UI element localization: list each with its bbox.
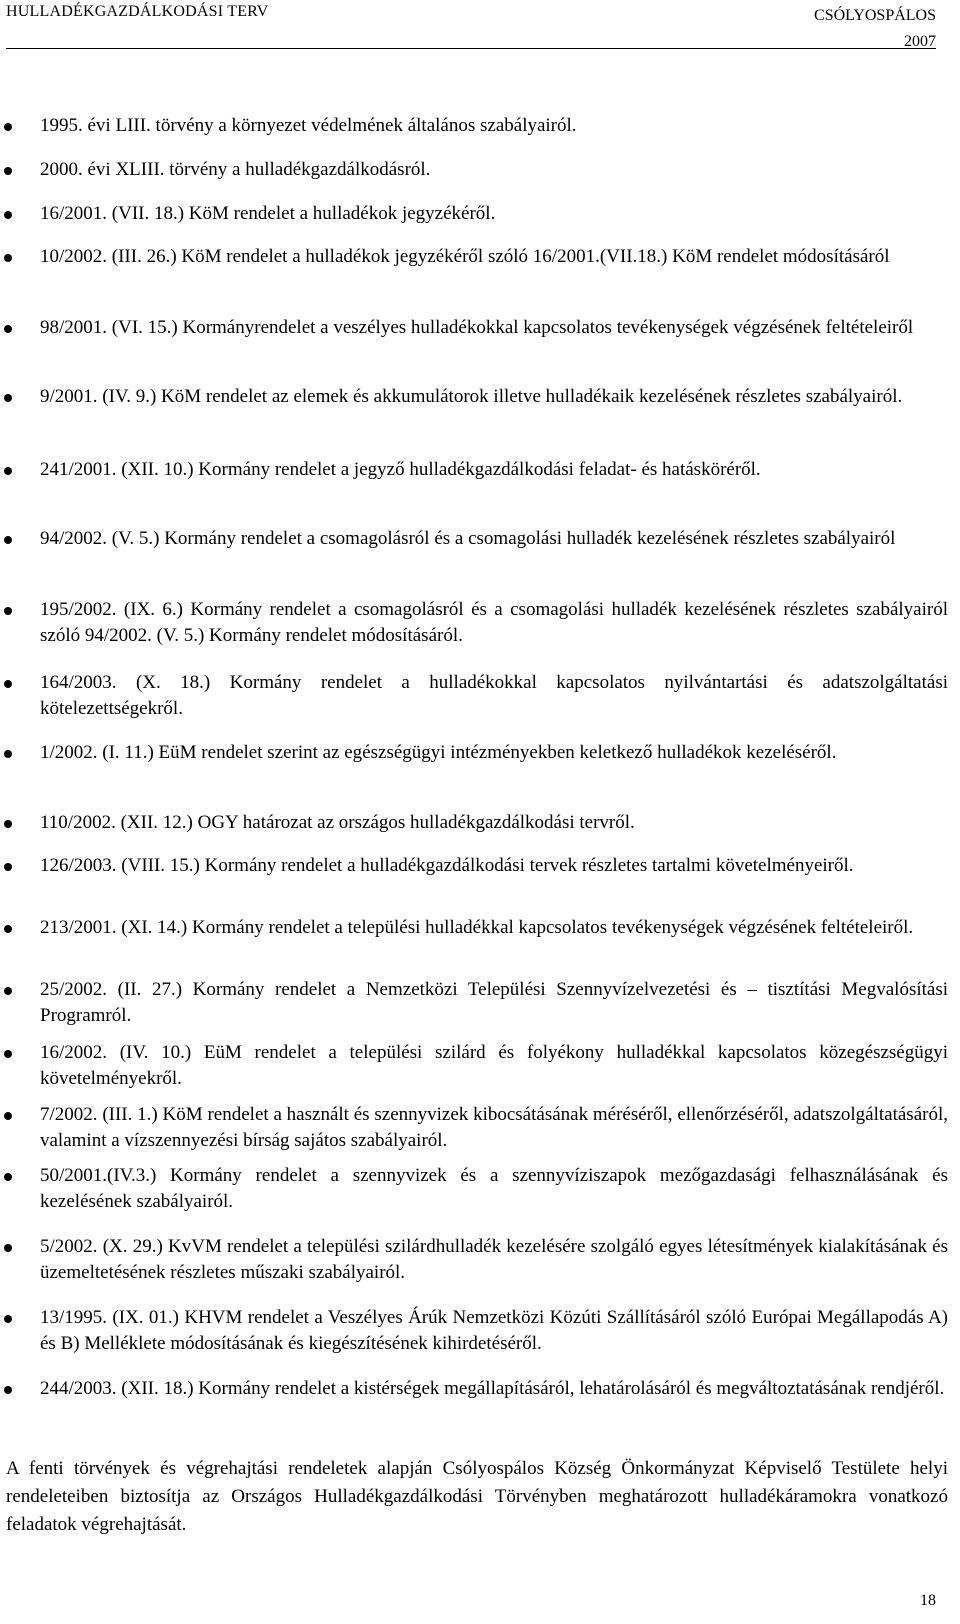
bullet-icon xyxy=(4,680,12,688)
list-item xyxy=(40,315,948,341)
list-item-text: 244/2003. (XII. 18.) Kormány rendelet a kistérségek megállapításáról, lehatárolásáról és megváltoztatásának rendjéről. xyxy=(40,1378,945,1399)
bullet-icon xyxy=(4,607,12,615)
list-item xyxy=(40,1163,948,1215)
bullet-icon xyxy=(4,1050,12,1058)
list-item-text: 1995. évi LIII. törvény a környezet védelmének általános szabályairól. xyxy=(40,115,577,136)
list-item xyxy=(40,810,948,836)
list-item-text: 25/2002. (II. 27.) Kormány rendelet a Nemzetközi Települési Szennyvízelvezetési és – tisztítási Megvalósítási Programról. xyxy=(40,979,948,1026)
list-item-text: 5/2002. (X. 29.) KvVM rendelet a települési szilárdhulladék kezelésére szolgáló egyes létesítmények kialakításának és üzemeltetésének részletes műszaki szabályairól. xyxy=(40,1236,948,1283)
list-item xyxy=(40,1102,948,1154)
list-item-text: 16/2002. (IV. 10.) EüM rendelet a települési szilárd és folyékony hulladékkal kapcsolatos közegészségügyi követelményekről. xyxy=(40,1042,948,1089)
list-item xyxy=(40,526,948,552)
list-item-text: 94/2002. (V. 5.) Kormány rendelet a csomagolásról és a csomagolási hulladék kezelésének részletes szabályairól xyxy=(40,528,896,549)
municipality-name: CSÓLYOSPÁLOS xyxy=(814,7,936,24)
bullet-icon xyxy=(4,467,12,475)
list-item-text: 13/1995. (IX. 01.) KHVM rendelet a Veszélyes Árúk Nemzetközi Közúti Szállításáról szóló Európai Megállapodás A) és B) Melléklete módosításának és kiegészítésének kihirdetéséről. xyxy=(40,1307,948,1354)
list-item xyxy=(40,1040,948,1092)
list-item xyxy=(40,384,948,410)
closing-paragraph: A fenti törvények és végrehajtási rendeletek alapján Csólyospálos Község Önkormányzat Képviselő Testülete helyi rendeleteiben biztosítja az Országos Hulladékgazdálkodási Törvényben meghatározott hulladékáramokra vonatkozó feladatok végrehajtását. xyxy=(6,1458,948,1535)
bullet-icon xyxy=(4,1315,12,1323)
list-item-text: 50/2001.(IV.3.) Kormány rendelet a szennyvizek és a szennyvíziszapok mezőgazdasági felhasználásának és kezelésének szabályairól. xyxy=(40,1165,948,1212)
list-item xyxy=(40,244,948,270)
list-item xyxy=(40,1305,948,1357)
bullet-icon xyxy=(4,394,12,402)
list-item-text: 98/2001. (VI. 15.) Kormányrendelet a veszélyes hulladékokkal kapcsolatos tevékenységek végzésének feltételeiről xyxy=(40,317,914,338)
list-item-text: 7/2002. (III. 1.) KöM rendelet a használt és szennyvizek kibocsátásának méréséről, ellenőrzéséről, adatszolgáltatásáról, valamint a vízszennyezési bírság sajátos szabályairól. xyxy=(40,1104,948,1151)
list-item xyxy=(40,457,948,483)
bullet-icon xyxy=(4,925,12,933)
header-rule xyxy=(6,48,936,49)
list-item-text: 241/2001. (XII. 10.) Kormány rendelet a jegyző hulladékgazdálkodási feladat- és hatásköréről. xyxy=(40,459,761,480)
bullet-icon xyxy=(4,536,12,544)
bullet-icon xyxy=(4,1173,12,1181)
list-item-text: 9/2001. (IV. 9.) KöM rendelet az elemek és akkumulátorok illetve hulladékaik kezelésének részletes szabályairól. xyxy=(40,386,903,407)
bullet-icon xyxy=(4,211,12,219)
bullet-icon xyxy=(4,167,12,175)
list-item-text: 195/2002. (IX. 6.) Kormány rendelet a csomagolásról és a csomagolási hulladék kezelésének részletes szabályairól szóló 94/2002. (V. 5.) Kormány rendelet módosításáról. xyxy=(40,599,948,646)
bullet-icon xyxy=(4,863,12,871)
list-item xyxy=(40,670,948,722)
page-header xyxy=(0,0,960,50)
bullet-icon xyxy=(4,1244,12,1252)
list-item-text: 16/2001. (VII. 18.) KöM rendelet a hulladékok jegyzékéről. xyxy=(40,203,496,224)
list-item xyxy=(40,201,948,227)
bullet-icon xyxy=(4,123,12,131)
page-number: 18 xyxy=(920,1592,936,1609)
bullet-icon xyxy=(4,987,12,995)
document-year: 2007 xyxy=(904,33,936,50)
list-item-text: 10/2002. (III. 26.) KöM rendelet a hulladékok jegyzékéről szóló 16/2001.(VII.18.) KöM rendelet módosításáról xyxy=(40,246,890,267)
list-item-text: 110/2002. (XII. 12.) OGY határozat az országos hulladékgazdálkodási tervről. xyxy=(40,812,635,833)
bullet-icon xyxy=(4,254,12,262)
list-item xyxy=(40,740,948,766)
list-item xyxy=(40,977,948,1029)
list-item-text: 2000. évi XLIII. törvény a hulladékgazdálkodásról. xyxy=(40,159,431,180)
list-item xyxy=(40,1376,948,1402)
list-item-text: 164/2003. (X. 18.) Kormány rendelet a hulladékokkal kapcsolatos nyilvántartási és adatszolgáltatási kötelezettségekről. xyxy=(40,672,948,719)
list-item xyxy=(40,915,948,941)
list-item xyxy=(40,157,948,183)
bullet-icon xyxy=(4,1386,12,1394)
bullet-icon xyxy=(4,325,12,333)
list-item xyxy=(40,1234,948,1286)
bullet-icon xyxy=(4,750,12,758)
bullet-icon xyxy=(4,820,12,828)
document-title: HULLADÉKGAZDÁLKODÁSI TERV xyxy=(6,3,269,20)
list-item xyxy=(40,597,948,649)
list-item-text: 1/2002. (I. 11.) EüM rendelet szerint az egészségügyi intézményekben keletkező hulladékok kezeléséről. xyxy=(40,742,837,763)
list-item-text: 126/2003. (VIII. 15.) Kormány rendelet a hulladékgazdálkodási tervek részletes tartalmi követelményeiről. xyxy=(40,855,854,876)
list-item-text: 213/2001. (XI. 14.) Kormány rendelet a települési hulladékkal kapcsolatos tevékenységek végzésének feltételeiről. xyxy=(40,917,914,938)
list-item xyxy=(40,113,948,139)
list-item xyxy=(40,853,948,879)
bullet-icon xyxy=(4,1112,12,1120)
